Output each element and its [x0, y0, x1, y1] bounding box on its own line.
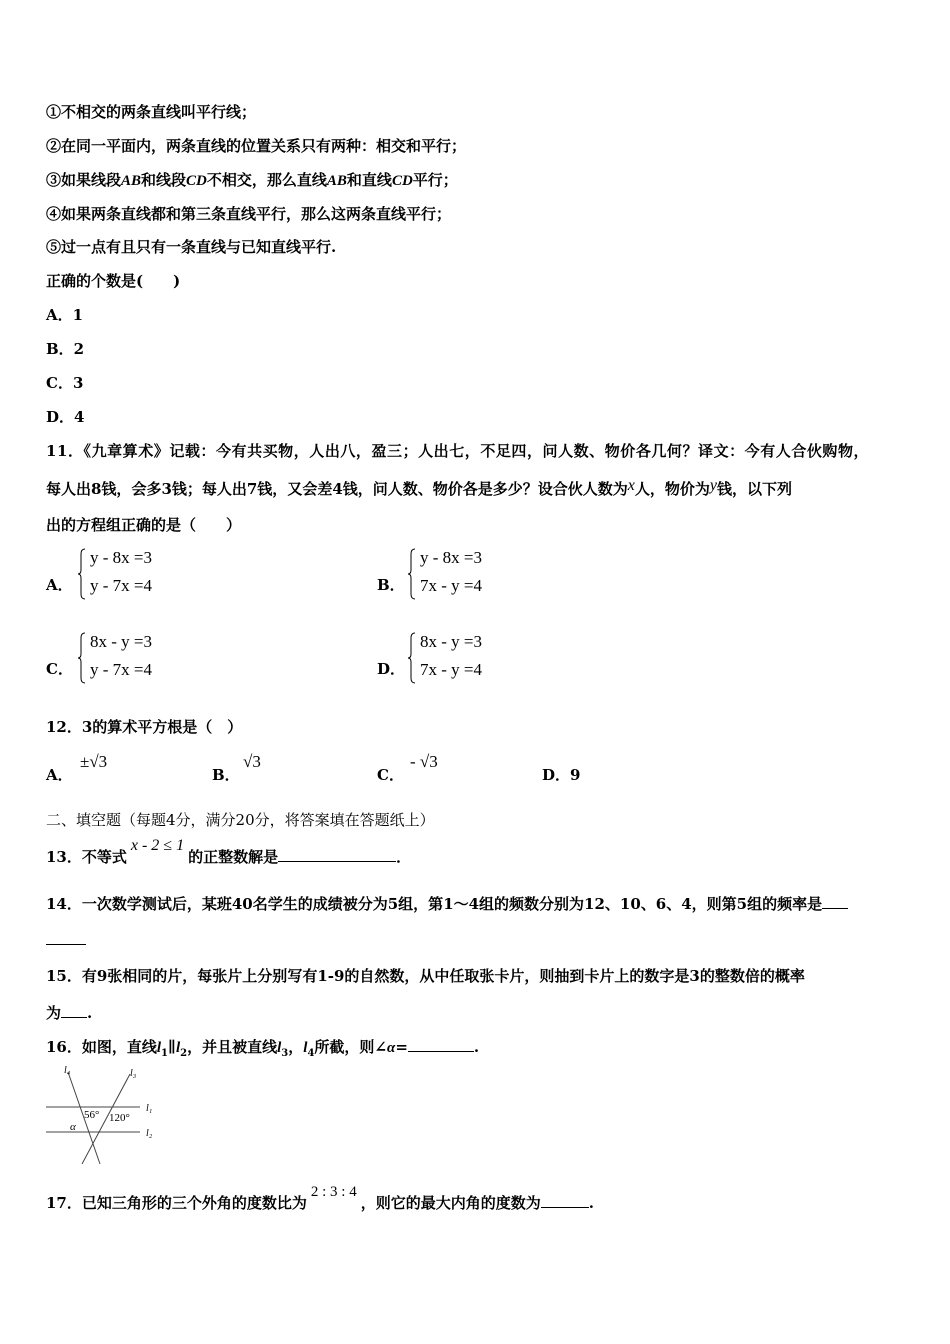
q10-option-b: B．2: [46, 340, 85, 358]
equation-2: 7x - y =4: [420, 576, 482, 595]
q11-option-a-label: A．: [46, 576, 73, 594]
brace-icon: [408, 548, 416, 600]
statement-5: ⑤过一点有且只有一条直线与已知直线平行.: [46, 238, 337, 256]
q12-option-d-label: D．9: [542, 766, 581, 784]
q15-line1: 15．有9张相同的片，每张片上分别写有1-9的自然数，从中任取张卡片，则抽到卡片上的数字是3的整数倍的概率: [46, 967, 805, 985]
parallel-lines-figure: [40, 1064, 170, 1166]
q10-stem: 正确的个数是( ): [46, 272, 181, 290]
statement-3: ③如果线段AB和线段CD不相交，那么直线AB和直线CD平行；: [46, 171, 458, 189]
q12-option-a-math: ±√3: [80, 752, 108, 771]
q10-option-d: D．4: [46, 408, 85, 426]
q11-line3: 出的方程组正确的是（ ）: [46, 516, 242, 534]
q17: 17．已知三角形的三个外角的度数比为2 : 3 : 4，则它的最大内角的度数为 .: [46, 1184, 594, 1212]
q11-option-c-label: C．: [46, 660, 73, 678]
q12-option-b-label: B．: [212, 766, 240, 784]
equation-1: y - 8x =3: [90, 548, 152, 567]
q10-option-a: A．1: [46, 306, 84, 324]
label-l2-top: l₄: [64, 1065, 71, 1076]
label-l2: l₂: [146, 1128, 153, 1139]
equation-1: 8x - y =3: [420, 632, 482, 651]
statement-4: ④如果两条直线都和第三条直线平行，那么这两条直线平行；: [46, 205, 452, 223]
answer-blank[interactable]: [822, 894, 848, 909]
q11-line2: 每人出8钱，会多3钱；每人出7钱，又会差4钱，问人数、物价各是多少？设合伙人数为x人，物价为y钱，以下列: [46, 477, 793, 498]
q11-option-d-label: D．: [377, 660, 406, 678]
brace-icon: [78, 548, 86, 600]
statement-1: ①不相交的两条直线叫平行线；: [46, 103, 257, 121]
equation-1: y - 8x =3: [420, 548, 482, 567]
answer-blank[interactable]: [541, 1193, 589, 1208]
q11-line1: 11．《九章算术》记载：今有共买物，人出八，盈三；人出七，不足四，问人数、物价各几何？译文：今有人合伙购物，: [46, 442, 870, 460]
q15-line2: 为 .: [46, 1004, 93, 1022]
section-title: 二、填空题（每题4分，满分20分，将答案填在答题纸上）: [46, 811, 435, 829]
q14: 14．一次数学测试后，某班40名学生的成绩被分为5组，第1～4组的频数分别为12、10、6、4，则第5组的频率是: [46, 894, 848, 914]
statement-2: ②在同一平面内，两条直线的位置关系只有两种：相交和平行；: [46, 137, 467, 155]
label-l1: l₁: [146, 1103, 153, 1114]
equation-2: y - 7x =4: [90, 660, 152, 679]
angle-56-label: 56°: [84, 1109, 100, 1121]
equation-1: 8x - y =3: [90, 632, 152, 651]
q12-option-a-label: A．: [46, 766, 73, 784]
answer-blank[interactable]: [408, 1037, 474, 1052]
q11-option-b-label: B．: [377, 576, 405, 594]
q10-option-c: C．3: [46, 374, 84, 392]
q12-option-c-label: C．: [377, 766, 404, 784]
q12-option-b-math: √3: [243, 752, 261, 771]
answer-blank[interactable]: [278, 847, 396, 862]
equation-2: y - 7x =4: [90, 576, 152, 595]
angle-120-label: 120°: [109, 1112, 130, 1124]
answer-blank[interactable]: [61, 1003, 87, 1018]
angle-alpha-label: α: [70, 1121, 76, 1133]
q16: 16．如图，直线$l_1\parallel l_2$，并且被直线$l_3$，$l_4$所截，则∠α= .: [46, 1038, 480, 1059]
q12-option-c-math: - √3: [410, 752, 438, 771]
equation-2: 7x - y =4: [420, 660, 482, 679]
label-l3: l₃: [130, 1068, 137, 1079]
answer-blank-continued[interactable]: [46, 944, 86, 945]
brace-icon: [408, 632, 416, 684]
q13: 13．不等式x - 2 ≤ 1的正整数解是 ．: [46, 837, 412, 866]
q12-stem: 12．3的算术平方根是（ ）: [46, 718, 243, 736]
brace-icon: [78, 632, 86, 684]
